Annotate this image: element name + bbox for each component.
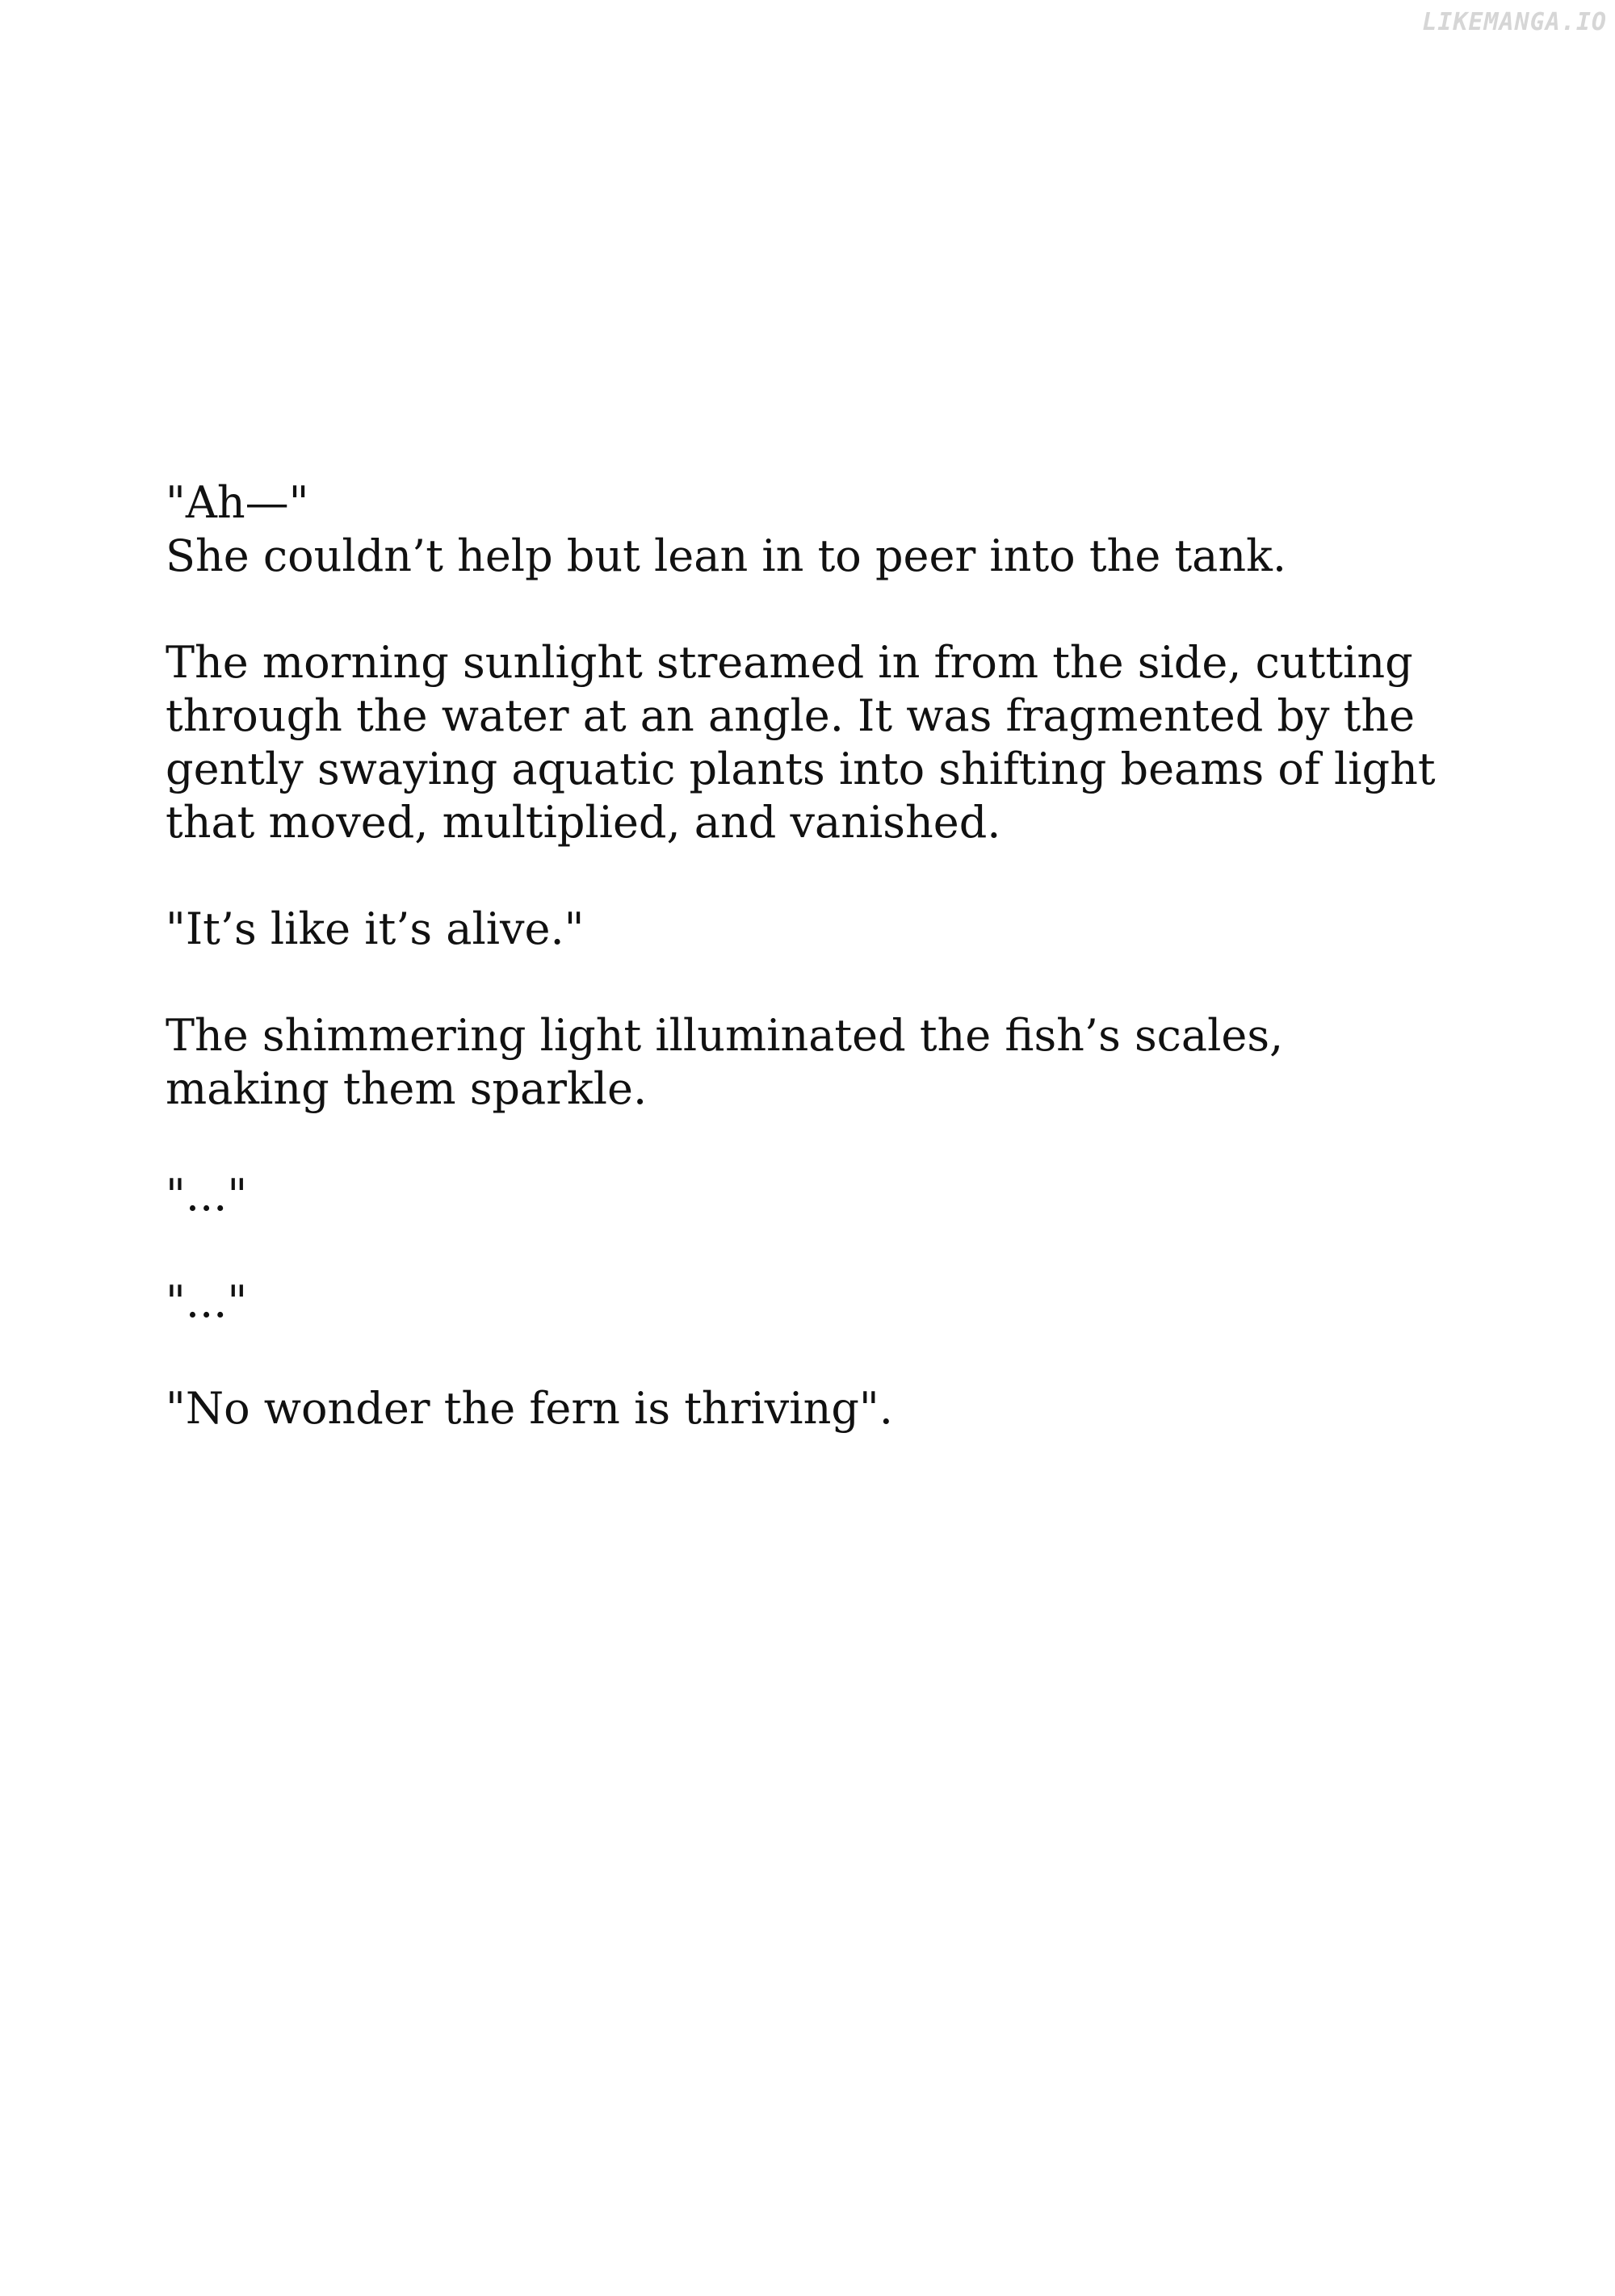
paragraph-ah: "Ah—" She couldn’t help but lean in to peer into the tank. xyxy=(166,477,1287,581)
paragraph-sunlight: The morning sunlight streamed in from the side, cutting through the water at an angle. It was fragmented by the gently swaying aquatic plants into shifting beams of light that moved, multiplied, and vanished. xyxy=(166,637,1436,848)
paragraph-fern: "No wonder the fern is thriving". xyxy=(166,1383,893,1434)
paragraph-ellipsis-1: "..." xyxy=(166,1170,248,1221)
paragraph-ellipsis-2: "..." xyxy=(166,1276,248,1327)
paragraph-alive: "It’s like it’s alive." xyxy=(166,903,585,954)
story-text xyxy=(166,476,1474,1489)
paragraph-scales: The shimmering light illuminated the fish’s scales, making them sparkle. xyxy=(166,1010,1284,1114)
site-watermark: LIKEMANGA.IO xyxy=(1422,8,1607,36)
